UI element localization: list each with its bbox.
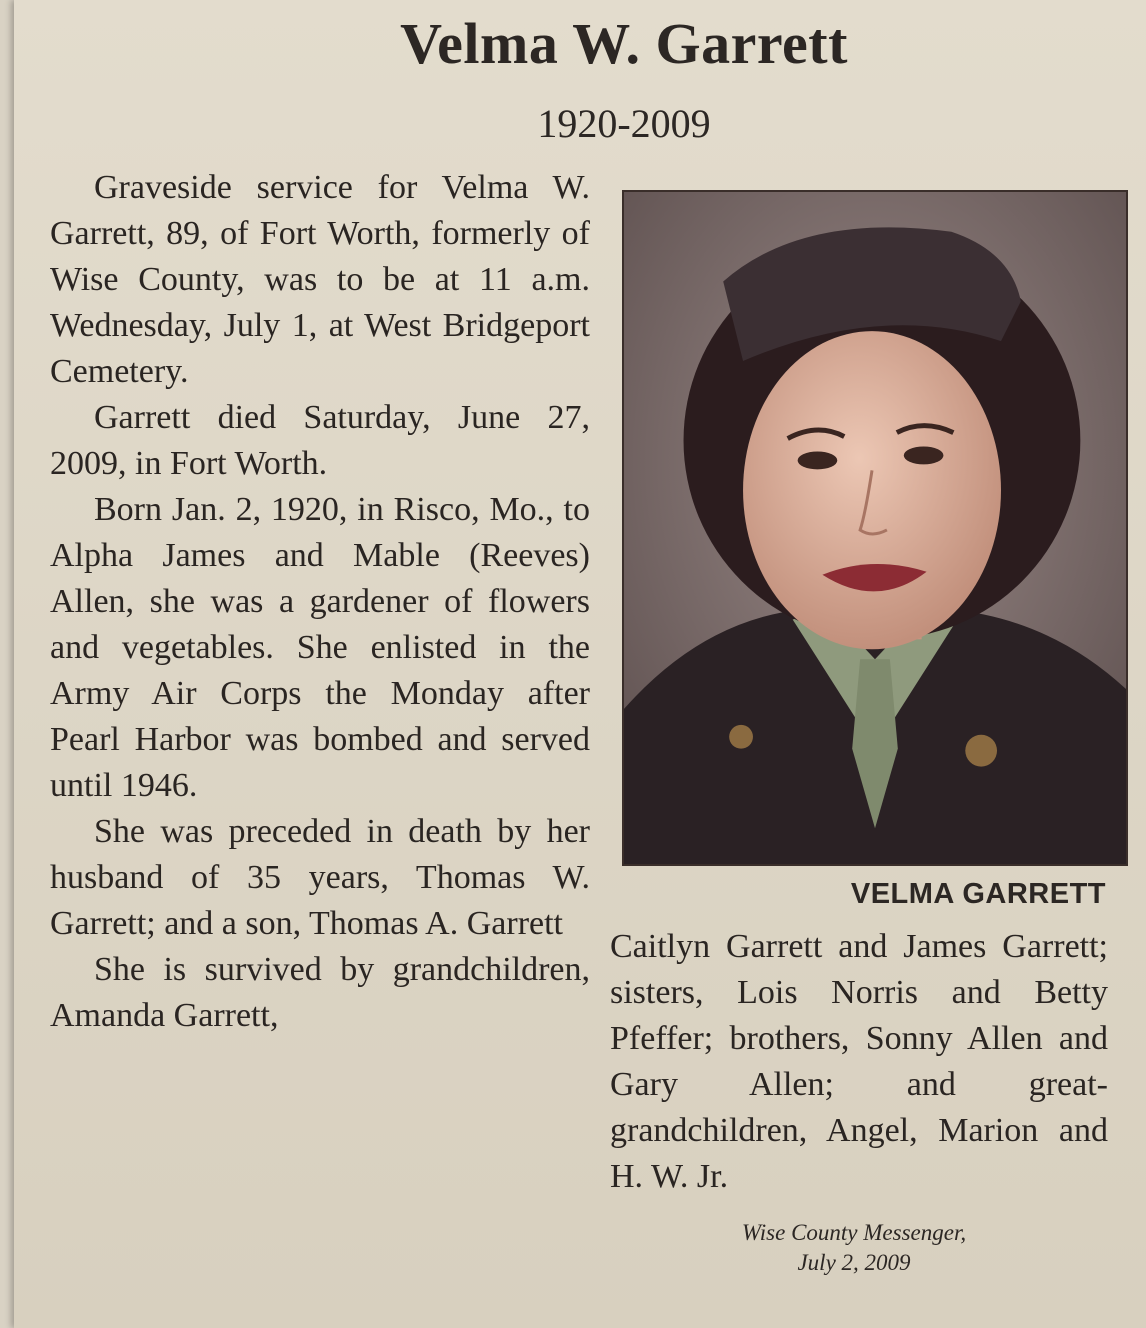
life-years: 1920-2009 — [537, 101, 711, 146]
paragraph-preceded: She was preceded in death by her husband of 35 years, Thomas W. Garrett; and a son, Thomas A. Garrett — [50, 813, 590, 942]
paragraph-survivors-continued: Caitlyn Garrett and James Garrett; sisters, Lois Norris and Betty Pfeffer; brothers, Sonny Allen and Gary Allen; and great-grandchildren, Angel, Marion and H. W. Jr. — [610, 928, 1108, 1195]
paragraph-birth: Born Jan. 2, 1920, in Risco, Mo., to Alpha James and Mable (Reeves) Allen, she was a gardener of flowers and vegetables. She enlisted in the Army Air Corps the Monday after Pearl Harbor was bombed and served until 1946. — [50, 491, 590, 804]
paragraph-service: Graveside service for Velma W. Garrett, 89, of Fort Worth, formerly of Wise County, was to be at 11 a.m. Wednesday, July 1, at West Bridgeport Cemetery. — [50, 169, 590, 390]
paragraph-death: Garrett died Saturday, June 27, 2009, in Fort Worth. — [50, 399, 590, 482]
source-credit — [654, 1218, 1054, 1278]
source-date: July 2, 2009 — [797, 1250, 911, 1275]
newspaper-clipping — [14, 0, 1146, 1328]
source-publication: Wise County Messenger, — [741, 1220, 967, 1245]
left-column — [50, 165, 590, 1039]
right-column — [610, 924, 1108, 1200]
photo-caption: VELMA GARRETT — [850, 878, 1106, 910]
obituary-headline: Velma W. Garrett — [400, 11, 848, 76]
paragraph-survived: She is survived by grandchildren, Amanda Garrett, — [50, 951, 590, 1034]
portrait-image — [624, 192, 1126, 864]
portrait-photo — [622, 190, 1128, 866]
